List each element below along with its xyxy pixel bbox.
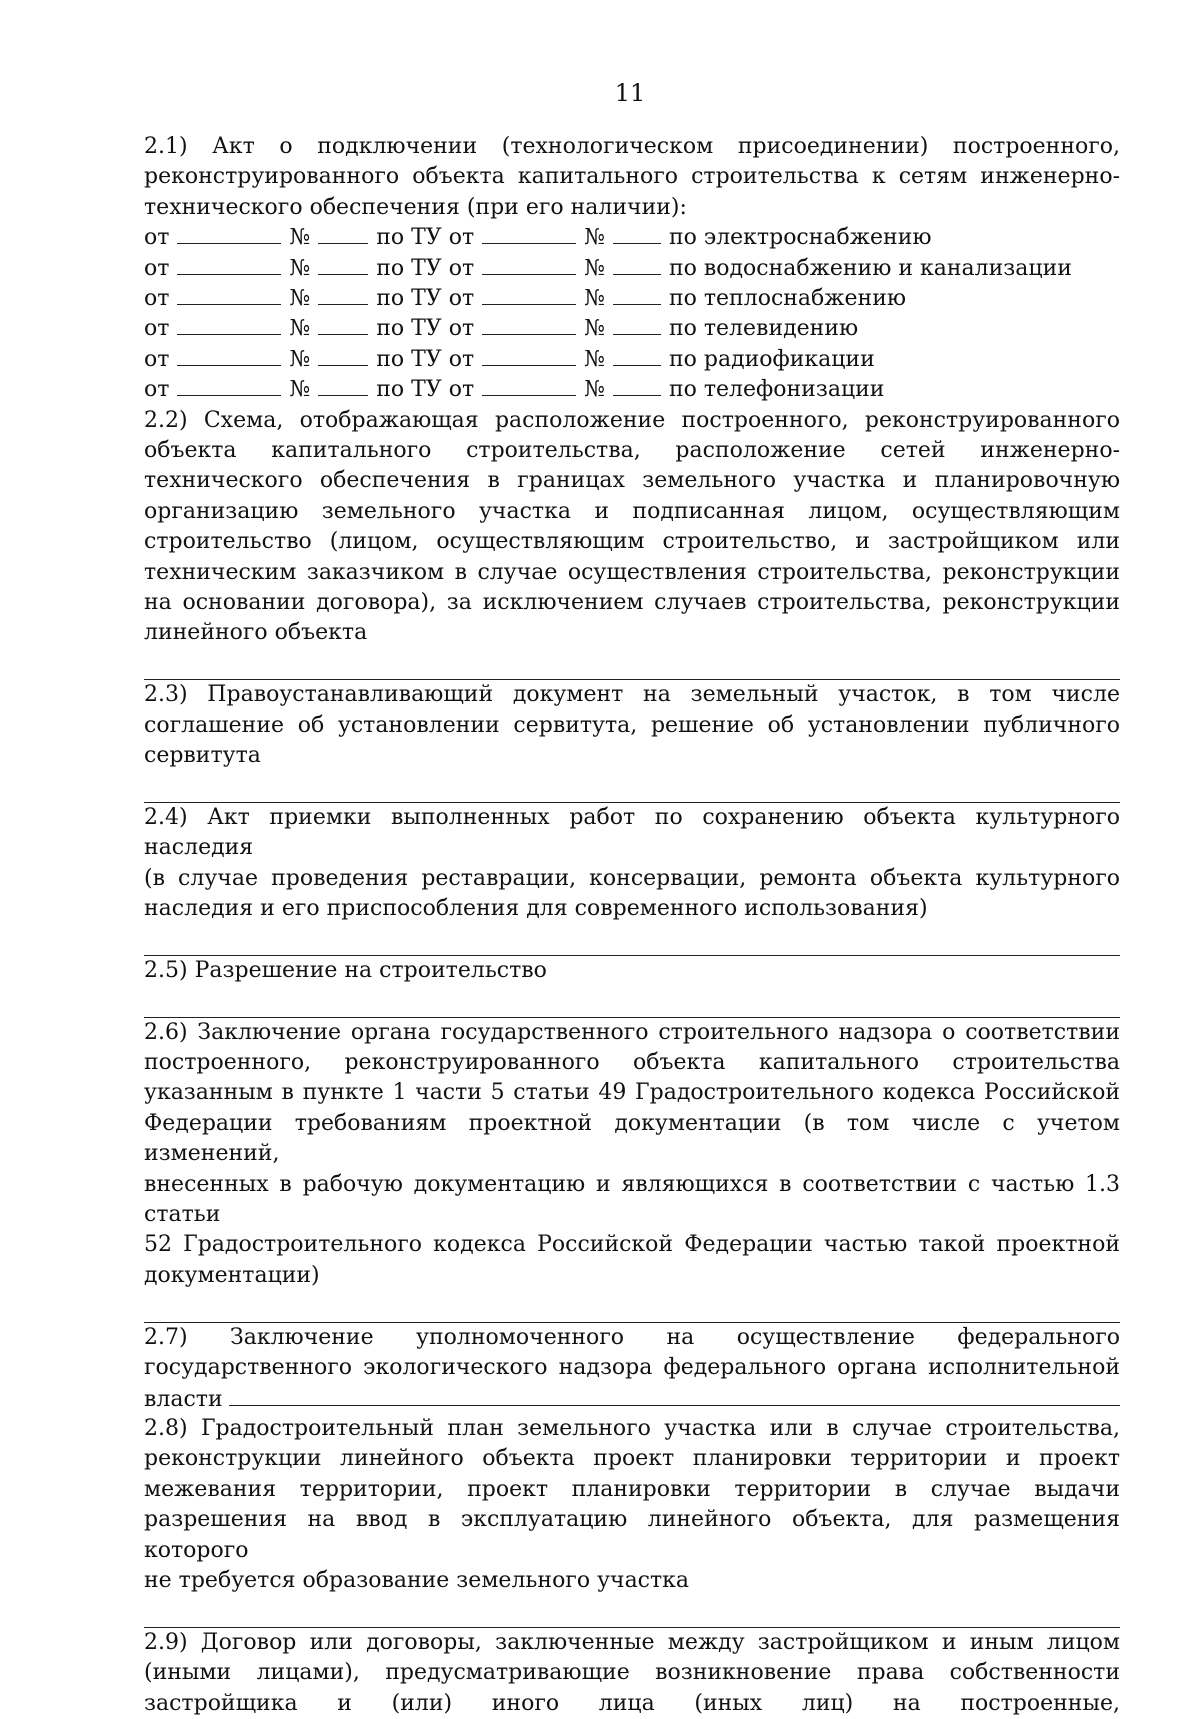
paragraph-line: строительство (лицом, осуществляющим строительство, и застройщиком или — [144, 529, 1120, 555]
number-sign: № — [584, 316, 605, 342]
tu-number-blank[interactable] — [613, 314, 661, 335]
paragraph-line: наследия и его приспособления для современного использования) — [144, 896, 928, 922]
paragraph-line: 2.4) Акт приемки выполненных работ по сохранению объекта культурного наследия — [144, 804, 1120, 861]
paragraph-line: реконструированного объекта капитального строительства к сетям инженерно- — [144, 164, 1120, 190]
paragraph-line: техническим заказчиком в случае осуществления строительства, реконструкции — [144, 559, 1120, 585]
tu-from-label: по ТУ от — [376, 377, 475, 403]
date-blank[interactable] — [177, 223, 281, 244]
date-blank[interactable] — [177, 314, 281, 335]
paragraph-line: 2.2) Схема, отображающая расположение построенного, реконструированного — [144, 407, 1120, 433]
section-2-2 — [144, 406, 1120, 681]
paragraph-line: построенного, реконструированного объекта капитального строительства — [144, 1050, 1120, 1076]
tu-row-tv — [144, 314, 1120, 344]
paragraph-line: 2.3) Правоустанавливающий документ на земельный участок, в том числе — [144, 682, 1120, 708]
tu-row-radio — [144, 345, 1120, 375]
number-blank[interactable] — [318, 375, 368, 396]
paragraph-line: организацию земельного участка и подписанная лицом, осуществляющим — [144, 498, 1120, 524]
number-sign: № — [289, 316, 311, 342]
from-label: от — [144, 316, 170, 342]
paragraph-line: государственного экологического надзора федерального органа исполнительной — [144, 1355, 1120, 1381]
number-blank[interactable] — [318, 345, 368, 366]
paragraph-line: технического обеспечения (при его наличии): — [144, 194, 687, 220]
fill-in-line[interactable] — [144, 1291, 1120, 1322]
paragraph-line: застройщика и (или) иного лица (иных лиц) на построенные, — [144, 1690, 1120, 1716]
tu-from-label: по ТУ от — [376, 286, 475, 311]
date-blank[interactable] — [177, 375, 281, 396]
paragraph-line: соглашение об установлении сервитута, решение об установлении публичного — [144, 712, 1120, 738]
date-blank[interactable] — [177, 345, 281, 366]
fill-in-line[interactable] — [144, 924, 1120, 955]
number-blank[interactable] — [318, 284, 368, 305]
paragraph-line: 2.7) Заключение уполномоченного на осуществление федерального — [144, 1324, 1120, 1350]
tu-row-label: по радиофикации — [668, 346, 875, 372]
paragraph-line: власти — [144, 1387, 223, 1413]
section-2-6 — [144, 1018, 1120, 1323]
paragraph-line: линейного объекта — [144, 620, 368, 646]
tu-number-blank[interactable] — [613, 375, 661, 396]
from-label: от — [144, 286, 170, 311]
paragraph-line: 2.6) Заключение органа государственного строительного надзора о соответствии — [144, 1019, 1120, 1045]
number-blank[interactable] — [318, 254, 368, 275]
paragraph-line: документации) — [144, 1262, 320, 1288]
date-blank[interactable] — [177, 284, 281, 305]
tu-row-water — [144, 254, 1120, 284]
paragraph-line: 2.9) Договор или договоры, заключенные между застройщиком и иным лицом — [144, 1629, 1120, 1655]
from-label: от — [144, 255, 170, 281]
tu-from-label: по ТУ от — [376, 225, 475, 251]
paragraph-line: 2.5) Разрешение на строительство — [144, 957, 547, 983]
tu-from-label: по ТУ от — [376, 346, 475, 372]
paragraph-line: объекта капитального строительства, расположение сетей инженерно- — [144, 437, 1120, 463]
number-sign: № — [584, 286, 605, 311]
tu-number-blank[interactable] — [613, 254, 661, 275]
tu-row-label: по водоснабжению и канализации — [668, 255, 1072, 281]
tu-row-label: по теплоснабжению — [668, 286, 907, 311]
tu-number-blank[interactable] — [613, 223, 661, 244]
from-label: от — [144, 346, 170, 372]
paragraph-line: межевания территории, проект планировки территории в случае выдачи — [144, 1476, 1120, 1502]
tu-row-heat — [144, 284, 1120, 314]
paragraph-line: Федерации требованиям проектной документации (в том числе с учетом изменений, — [144, 1110, 1120, 1167]
paragraph-line: не требуется образование земельного участка — [144, 1567, 690, 1593]
tu-row-electricity — [144, 223, 1120, 253]
number-sign: № — [289, 255, 311, 281]
tu-date-blank[interactable] — [482, 345, 576, 366]
number-sign: № — [584, 377, 605, 403]
number-blank[interactable] — [318, 223, 368, 244]
paragraph-line: 52 Градостроительного кодекса Российской Федерации частью такой проектной — [144, 1232, 1120, 1258]
tu-number-blank[interactable] — [613, 284, 661, 305]
page-number: 11 — [614, 79, 646, 107]
paragraph-line: на основании договора), за исключением случаев строительства, реконструкции — [144, 590, 1120, 615]
from-label: от — [144, 225, 170, 251]
number-sign: № — [289, 346, 311, 372]
paragraph-line: технического обеспечения в границах земельного участка и планировочную — [144, 468, 1120, 494]
tu-date-blank[interactable] — [482, 375, 576, 396]
tu-number-blank[interactable] — [613, 345, 661, 366]
fill-in-line[interactable] — [144, 1596, 1120, 1627]
number-sign: № — [584, 255, 605, 281]
fill-in-line[interactable] — [144, 771, 1120, 802]
number-sign: № — [289, 225, 311, 251]
date-blank[interactable] — [177, 254, 281, 275]
section-2-8 — [144, 1414, 1120, 1628]
section-2-1 — [144, 132, 1120, 406]
number-blank[interactable] — [318, 314, 368, 335]
fill-in-line[interactable] — [144, 649, 1120, 680]
tu-date-blank[interactable] — [482, 284, 576, 305]
number-sign: № — [289, 286, 311, 311]
from-label: от — [144, 377, 170, 403]
paragraph-line: реконструкции линейного объекта проект планировки территории и проект — [144, 1446, 1120, 1472]
paragraph-line: сервитута — [144, 743, 261, 769]
section-2-5 — [144, 956, 1120, 1018]
paragraph-line: (в случае проведения реставрации, консервации, ремонта объекта культурного — [144, 865, 1120, 891]
number-sign: № — [289, 377, 311, 403]
paragraph-line: внесенных в рабочую документацию и являющихся в соответствии с частью 1.3 статьи — [144, 1171, 1120, 1228]
tu-row-label: по телевидению — [668, 316, 859, 342]
section-2-4 — [144, 803, 1120, 956]
number-sign: № — [584, 346, 605, 372]
section-2-9 — [144, 1628, 1120, 1719]
tu-date-blank[interactable] — [482, 314, 576, 335]
tu-row-phone — [144, 375, 1120, 405]
paragraph-line: указанным в пункте 1 части 5 статьи 49 Градостроительного кодекса Российской — [144, 1080, 1120, 1106]
section-2-3 — [144, 680, 1120, 803]
tu-from-label: по ТУ от — [376, 316, 475, 342]
paragraph-line: разрешения на ввод в эксплуатацию линейного объекта, для размещения которого — [144, 1507, 1120, 1563]
paragraph-line: 2.1) Акт о подключении (технологическом присоединении) построенного, — [144, 134, 1120, 159]
number-sign: № — [584, 225, 605, 251]
tu-row-label: по телефонизации — [668, 377, 885, 403]
fill-in-line[interactable] — [229, 1383, 1120, 1406]
tu-date-blank[interactable] — [482, 223, 576, 244]
tu-row-label: по электроснабжению — [668, 225, 932, 251]
fill-in-line[interactable] — [144, 986, 1120, 1017]
paragraph-last-line — [144, 1383, 1120, 1413]
paragraph-line: (иными лицами), предусматривающие возникновение права собственности — [144, 1660, 1120, 1686]
tu-date-blank[interactable] — [482, 254, 576, 275]
section-2-7 — [144, 1323, 1120, 1414]
paragraph-line: 2.8) Градостроительный план земельного участка или в случае строительства, — [144, 1415, 1120, 1441]
tu-from-label: по ТУ от — [376, 255, 475, 281]
document-body — [144, 132, 1120, 1719]
